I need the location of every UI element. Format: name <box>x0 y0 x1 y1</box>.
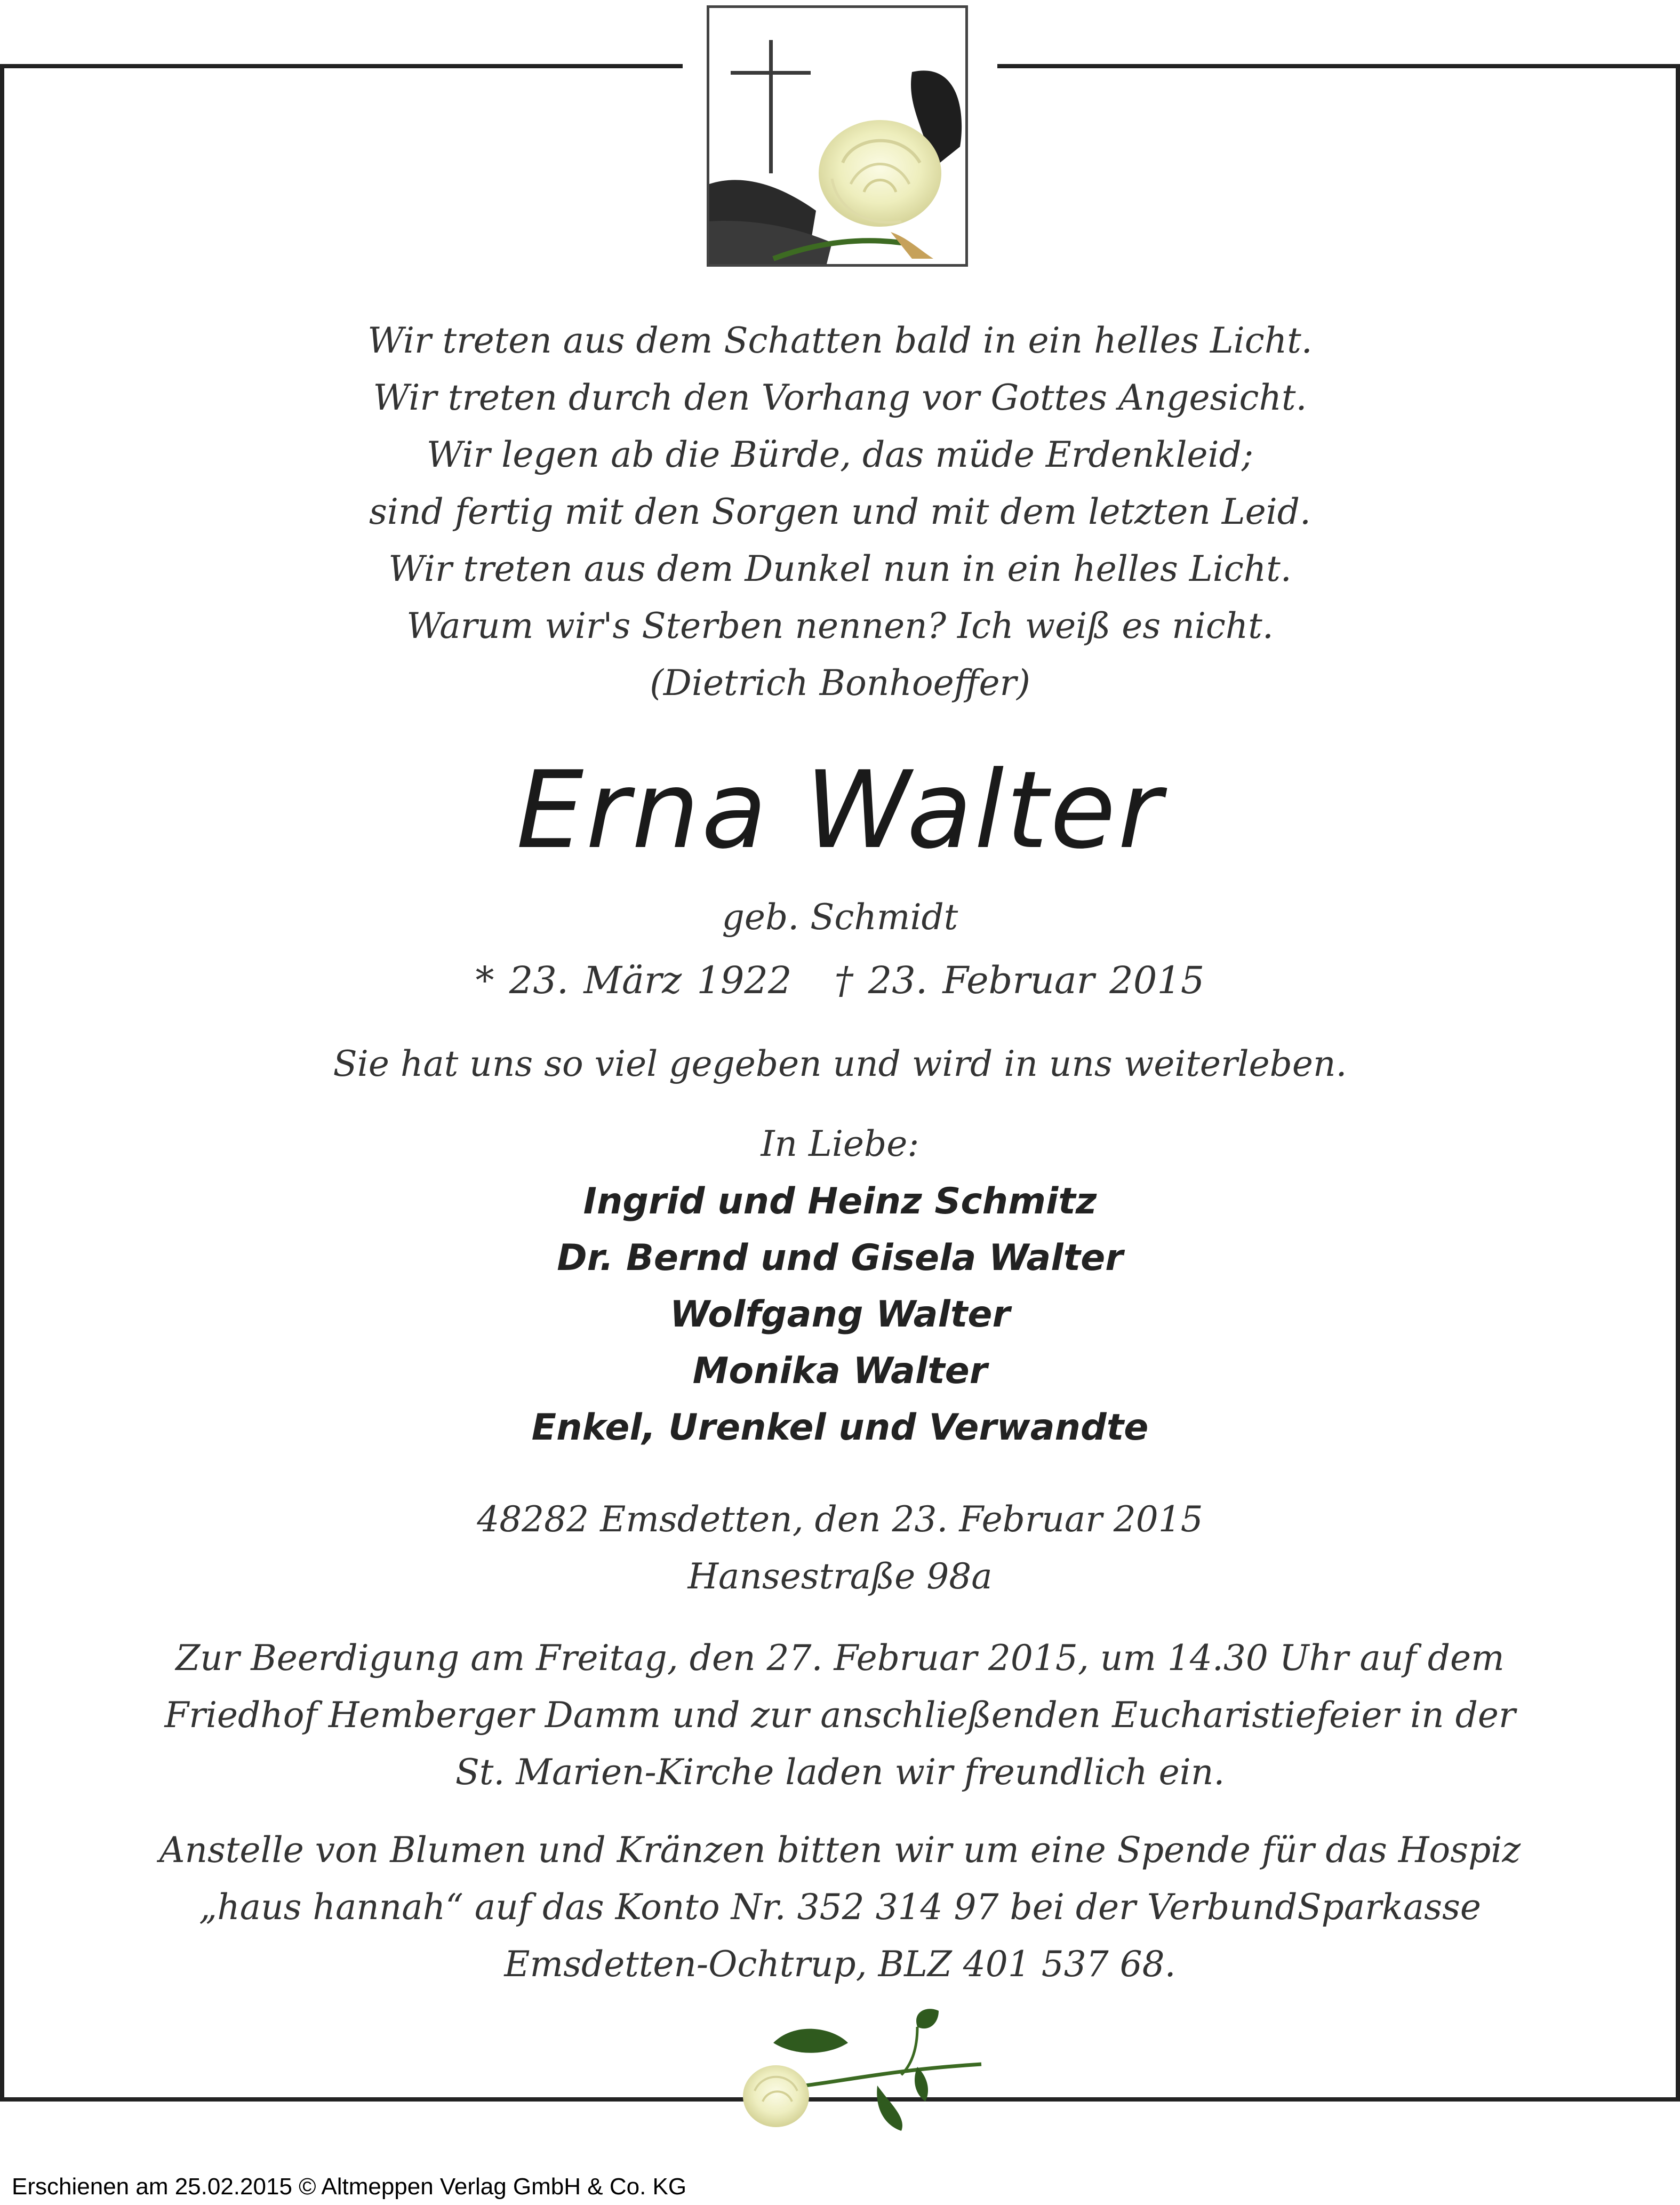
mourners-intro: In Liebe: <box>761 1123 919 1164</box>
rose-icon <box>741 2006 987 2134</box>
poem-line: Wir legen ab die Bürde, das müde Erdenkleid; <box>426 434 1254 475</box>
donation-line: Anstelle von Blumen und Kränzen bitten wir um eine Spende für das Hospiz <box>159 1829 1521 1871</box>
frame-top-left-line <box>0 64 683 68</box>
mourners-list <box>0 1173 1680 1456</box>
mourner-name: Enkel, Urenkel und Verwandte <box>531 1407 1149 1449</box>
funeral-line: Friedhof Hemberger Damm und zur anschließenden Eucharistiefeier in der <box>164 1695 1516 1736</box>
donation-info <box>0 1821 1680 1993</box>
mourner-name: Ingrid und Heinz Schmitz <box>583 1180 1097 1223</box>
poem <box>0 312 1680 712</box>
publication-footer: Erschienen am 25.02.2015 © Altmeppen Verlag GmbH & Co. KG <box>12 2174 687 2200</box>
life-dates <box>0 954 1680 1007</box>
mourner-name: Monika Walter <box>692 1350 988 1392</box>
funeral-info <box>0 1629 1680 1801</box>
poem-line: Wir treten aus dem Schatten bald in ein helles Licht. <box>367 320 1313 361</box>
poem-line: Wir treten aus dem Dunkel nun in ein helles Licht. <box>388 548 1292 589</box>
mourner-name: Wolfgang Walter <box>670 1293 1010 1336</box>
birth-date: * 23. März 1922 <box>475 958 792 1002</box>
birth-name: geb. Schmidt <box>722 897 958 938</box>
poem-line: Wir treten durch den Vorhang vor Gottes Angesicht. <box>373 377 1307 418</box>
cross-rose-icon <box>707 5 968 267</box>
deceased-name: Erna Walter <box>516 748 1164 873</box>
donation-line: Emsdetten-Ochtrup, BLZ 401 537 68. <box>504 1944 1176 1985</box>
poem-line: Warum wir's Sterben nennen? Ich weiß es nicht. <box>406 605 1274 646</box>
donation-line: „haus hannah“ auf das Konto Nr. 352 314 97 bei der VerbundSparkasse <box>199 1887 1481 1928</box>
address-block <box>0 1491 1680 1605</box>
funeral-line: Zur Beerdigung am Freitag, den 27. Februar 2015, um 14.30 Uhr auf dem <box>175 1637 1505 1679</box>
place-date: 48282 Emsdetten, den 23. Februar 2015 <box>477 1499 1203 1540</box>
death-date: † 23. Februar 2015 <box>834 958 1205 1002</box>
mourner-name: Dr. Bernd und Gisela Walter <box>557 1237 1123 1279</box>
street-address: Hansestraße 98a <box>687 1556 993 1597</box>
poem-author: (Dietrich Bonhoeffer) <box>650 662 1030 704</box>
tribute-text: Sie hat uns so viel gegeben und wird in uns weiterleben. <box>333 1043 1347 1084</box>
frame-top-right-line <box>997 64 1680 68</box>
poem-line: sind fertig mit den Sorgen und mit dem letzten Leid. <box>369 491 1311 532</box>
funeral-line: St. Marien-Kirche laden wir freundlich ein. <box>455 1752 1225 1793</box>
